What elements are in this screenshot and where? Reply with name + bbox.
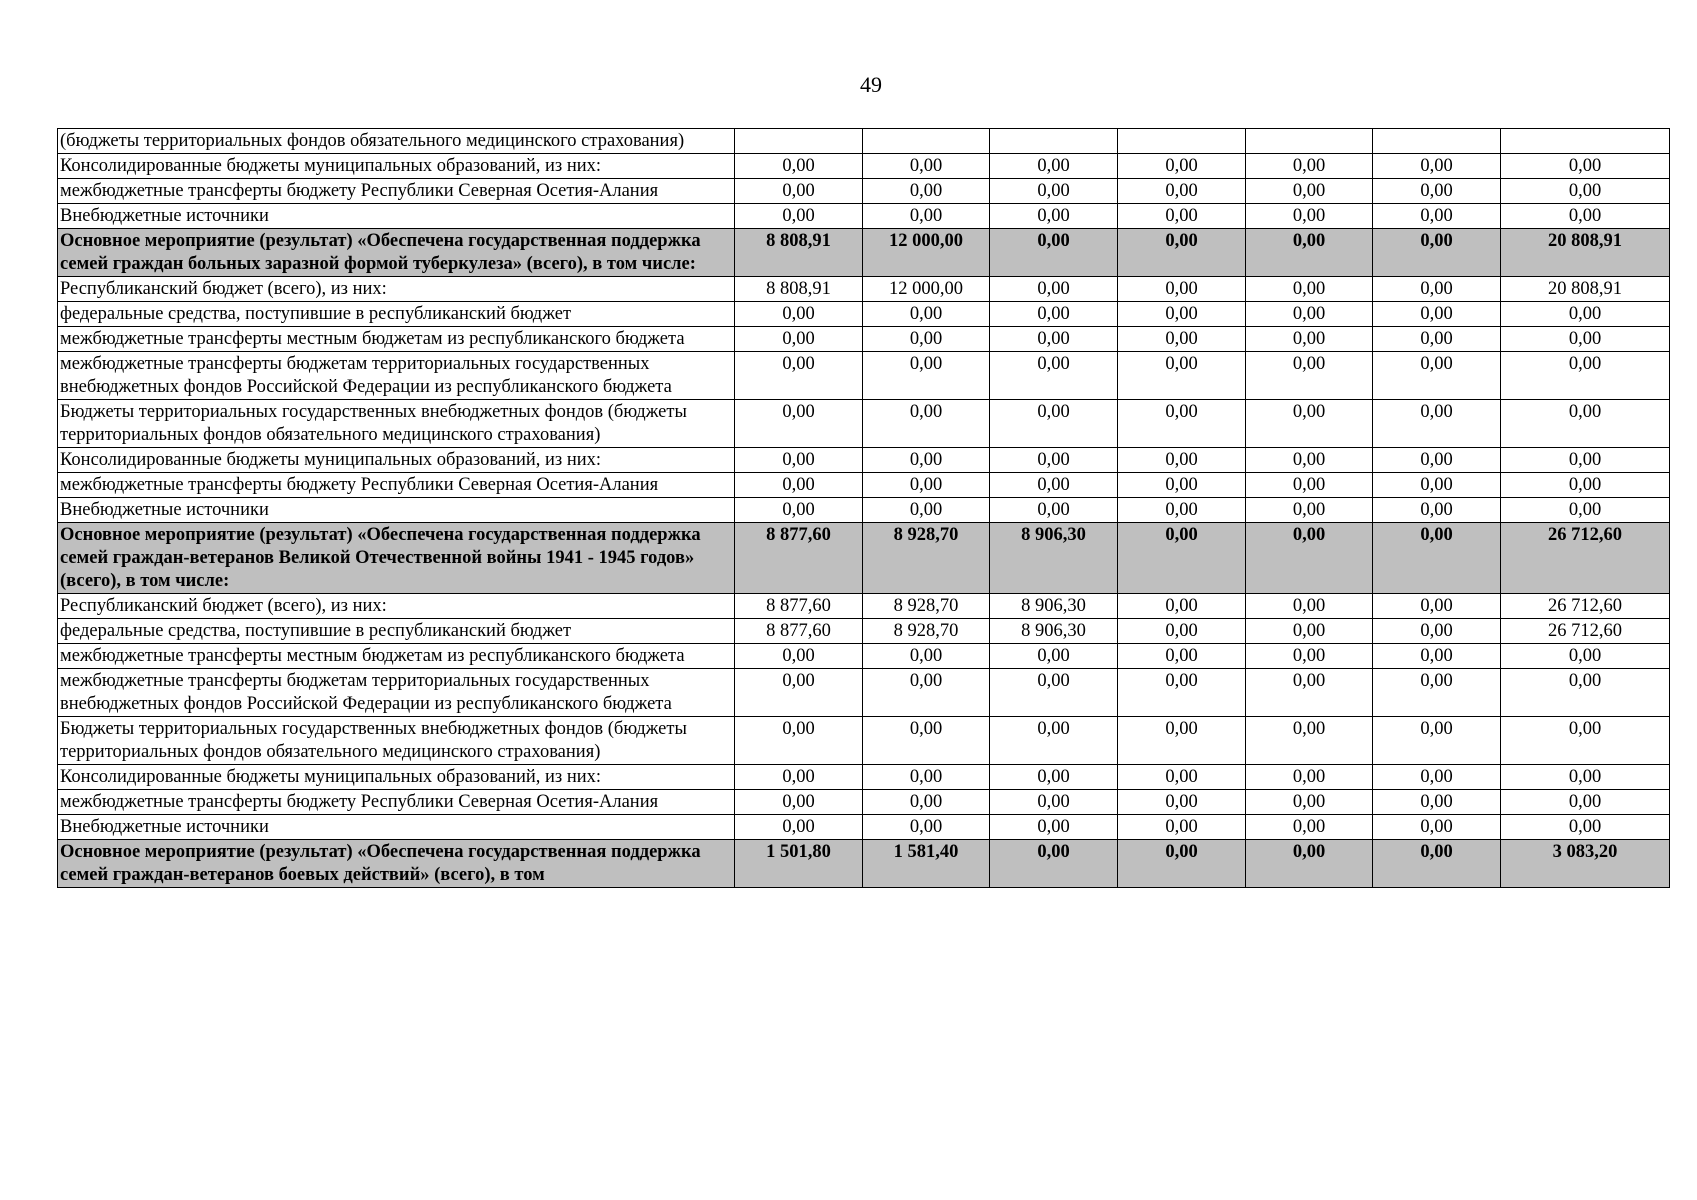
- value-cell: 0,00: [1118, 229, 1246, 277]
- value-cell: 0,00: [735, 400, 863, 448]
- value-cell: 26 712,60: [1501, 594, 1670, 619]
- value-cell: 0,00: [1501, 302, 1670, 327]
- value-cell: 0,00: [863, 448, 990, 473]
- value-cell: 0,00: [1246, 448, 1373, 473]
- value-cell: 0,00: [863, 352, 990, 400]
- value-cell: 0,00: [1118, 790, 1246, 815]
- value-cell: 0,00: [1118, 400, 1246, 448]
- value-cell: 0,00: [1373, 277, 1501, 302]
- row-label: межбюджетные трансферты местным бюджетам из республиканского бюджета: [58, 327, 735, 352]
- value-cell: 0,00: [1118, 523, 1246, 594]
- row-label: Республиканский бюджет (всего), из них:: [58, 594, 735, 619]
- value-cell: 12 000,00: [863, 229, 990, 277]
- activity-row: [58, 840, 1670, 888]
- value-cell: 8 906,30: [990, 619, 1118, 644]
- value-cell: 0,00: [1246, 327, 1373, 352]
- value-cell: 0,00: [1373, 619, 1501, 644]
- value-cell: 0,00: [1246, 594, 1373, 619]
- value-cell: 8 928,70: [863, 594, 990, 619]
- value-cell: 0,00: [863, 765, 990, 790]
- value-cell: 0,00: [1501, 154, 1670, 179]
- value-cell: 0,00: [1246, 790, 1373, 815]
- activity-row: [58, 523, 1670, 594]
- value-cell: 0,00: [1246, 179, 1373, 204]
- value-cell: 0,00: [990, 840, 1118, 888]
- value-cell: [1118, 129, 1246, 154]
- table-row: [58, 594, 1670, 619]
- value-cell: 0,00: [1246, 498, 1373, 523]
- value-cell: 0,00: [1246, 352, 1373, 400]
- row-label: межбюджетные трансферты местным бюджетам из республиканского бюджета: [58, 644, 735, 669]
- value-cell: 0,00: [1501, 204, 1670, 229]
- value-cell: 0,00: [1501, 669, 1670, 717]
- value-cell: 0,00: [1118, 327, 1246, 352]
- value-cell: 0,00: [863, 790, 990, 815]
- row-label: федеральные средства, поступившие в республиканский бюджет: [58, 619, 735, 644]
- value-cell: 0,00: [1246, 229, 1373, 277]
- table-row: [58, 815, 1670, 840]
- value-cell: 0,00: [735, 179, 863, 204]
- value-cell: 0,00: [863, 717, 990, 765]
- value-cell: 0,00: [1118, 448, 1246, 473]
- row-label: Внебюджетные источники: [58, 815, 735, 840]
- value-cell: [735, 129, 863, 154]
- value-cell: 0,00: [1246, 815, 1373, 840]
- value-cell: 0,00: [863, 179, 990, 204]
- value-cell: 0,00: [990, 644, 1118, 669]
- row-label: федеральные средства, поступившие в республиканский бюджет: [58, 302, 735, 327]
- value-cell: 8 928,70: [863, 619, 990, 644]
- value-cell: 0,00: [863, 473, 990, 498]
- value-cell: 0,00: [990, 154, 1118, 179]
- row-label: Внебюджетные источники: [58, 204, 735, 229]
- table-body: [58, 129, 1670, 888]
- value-cell: 0,00: [990, 448, 1118, 473]
- value-cell: 0,00: [1246, 400, 1373, 448]
- value-cell: 1 501,80: [735, 840, 863, 888]
- value-cell: 0,00: [990, 179, 1118, 204]
- value-cell: 0,00: [735, 302, 863, 327]
- value-cell: 0,00: [735, 154, 863, 179]
- value-cell: 0,00: [735, 473, 863, 498]
- value-cell: 0,00: [990, 498, 1118, 523]
- value-cell: 8 808,91: [735, 277, 863, 302]
- table-row: [58, 352, 1670, 400]
- value-cell: 0,00: [1373, 790, 1501, 815]
- value-cell: 0,00: [1118, 473, 1246, 498]
- row-label: Республиканский бюджет (всего), из них:: [58, 277, 735, 302]
- value-cell: 8 906,30: [990, 523, 1118, 594]
- value-cell: 0,00: [735, 717, 863, 765]
- value-cell: 0,00: [735, 448, 863, 473]
- value-cell: 0,00: [990, 765, 1118, 790]
- table-row: [58, 129, 1670, 154]
- value-cell: 0,00: [990, 473, 1118, 498]
- value-cell: 0,00: [735, 644, 863, 669]
- value-cell: 26 712,60: [1501, 619, 1670, 644]
- table-row: [58, 327, 1670, 352]
- value-cell: 0,00: [863, 498, 990, 523]
- value-cell: 0,00: [1373, 594, 1501, 619]
- table-row: [58, 669, 1670, 717]
- value-cell: 0,00: [1373, 229, 1501, 277]
- value-cell: 0,00: [735, 204, 863, 229]
- table-row: [58, 179, 1670, 204]
- value-cell: 0,00: [1118, 765, 1246, 790]
- value-cell: 0,00: [1373, 765, 1501, 790]
- value-cell: 0,00: [1373, 204, 1501, 229]
- value-cell: [1373, 129, 1501, 154]
- value-cell: 0,00: [1373, 448, 1501, 473]
- table-row: [58, 204, 1670, 229]
- value-cell: 0,00: [863, 154, 990, 179]
- value-cell: 0,00: [1501, 815, 1670, 840]
- value-cell: 0,00: [1373, 717, 1501, 765]
- value-cell: 0,00: [1118, 717, 1246, 765]
- row-label: Внебюджетные источники: [58, 498, 735, 523]
- value-cell: 0,00: [1373, 400, 1501, 448]
- value-cell: 0,00: [1246, 154, 1373, 179]
- row-label: межбюджетные трансферты бюджету Республики Северная Осетия-Алания: [58, 473, 735, 498]
- row-label: межбюджетные трансферты бюджету Республики Северная Осетия-Алания: [58, 790, 735, 815]
- value-cell: 0,00: [863, 644, 990, 669]
- value-cell: 0,00: [1373, 815, 1501, 840]
- value-cell: 0,00: [1373, 644, 1501, 669]
- table-row: [58, 644, 1670, 669]
- value-cell: 0,00: [1118, 154, 1246, 179]
- value-cell: 8 808,91: [735, 229, 863, 277]
- value-cell: 0,00: [1118, 594, 1246, 619]
- value-cell: 8 928,70: [863, 523, 990, 594]
- value-cell: 0,00: [1246, 644, 1373, 669]
- value-cell: 8 877,60: [735, 594, 863, 619]
- value-cell: 0,00: [1118, 840, 1246, 888]
- row-label: межбюджетные трансферты бюджету Республики Северная Осетия-Алания: [58, 179, 735, 204]
- value-cell: 0,00: [1118, 302, 1246, 327]
- value-cell: 0,00: [990, 327, 1118, 352]
- table-row: [58, 717, 1670, 765]
- value-cell: [990, 129, 1118, 154]
- value-cell: 0,00: [735, 352, 863, 400]
- value-cell: [863, 129, 990, 154]
- value-cell: 0,00: [1501, 790, 1670, 815]
- table-row: [58, 302, 1670, 327]
- value-cell: 0,00: [990, 717, 1118, 765]
- value-cell: 20 808,91: [1501, 277, 1670, 302]
- row-label: Бюджеты территориальных государственных внебюджетных фондов (бюджеты территориальных фондов обязательного медицинского страхования): [58, 400, 735, 448]
- value-cell: 0,00: [1501, 352, 1670, 400]
- value-cell: 0,00: [1373, 473, 1501, 498]
- value-cell: 0,00: [735, 815, 863, 840]
- value-cell: 0,00: [1501, 717, 1670, 765]
- row-label: Основное мероприятие (результат) «Обеспечена государственная поддержка семей граждан больных заразной формой туберкулеза» (всего), в том числе:: [58, 229, 735, 277]
- row-label: Бюджеты территориальных государственных внебюджетных фондов (бюджеты территориальных фондов обязательного медицинского страхования): [58, 717, 735, 765]
- value-cell: 0,00: [990, 277, 1118, 302]
- table-row: [58, 473, 1670, 498]
- page-number: 49: [860, 72, 882, 97]
- value-cell: 0,00: [735, 790, 863, 815]
- value-cell: 0,00: [1501, 448, 1670, 473]
- row-label: Основное мероприятие (результат) «Обеспечена государственная поддержка семей граждан-ветеранов боевых действий» (всего), в том: [58, 840, 735, 888]
- table-row: [58, 400, 1670, 448]
- value-cell: 0,00: [735, 327, 863, 352]
- value-cell: 0,00: [1373, 179, 1501, 204]
- value-cell: 0,00: [990, 669, 1118, 717]
- table-row: [58, 277, 1670, 302]
- value-cell: 0,00: [863, 669, 990, 717]
- value-cell: 0,00: [1246, 669, 1373, 717]
- value-cell: 0,00: [990, 815, 1118, 840]
- value-cell: 0,00: [1246, 765, 1373, 790]
- value-cell: 0,00: [1373, 669, 1501, 717]
- table-row: [58, 619, 1670, 644]
- value-cell: 0,00: [1246, 840, 1373, 888]
- value-cell: 0,00: [735, 765, 863, 790]
- row-label: (бюджеты территориальных фондов обязательного медицинского страхования): [58, 129, 735, 154]
- value-cell: 0,00: [735, 669, 863, 717]
- value-cell: 0,00: [1246, 473, 1373, 498]
- value-cell: 0,00: [1118, 179, 1246, 204]
- value-cell: 0,00: [863, 400, 990, 448]
- value-cell: 0,00: [1501, 473, 1670, 498]
- value-cell: 0,00: [1501, 644, 1670, 669]
- value-cell: 0,00: [1246, 619, 1373, 644]
- row-label: Консолидированные бюджеты муниципальных образований, из них:: [58, 154, 735, 179]
- value-cell: 0,00: [990, 400, 1118, 448]
- value-cell: 0,00: [735, 498, 863, 523]
- value-cell: 26 712,60: [1501, 523, 1670, 594]
- value-cell: 0,00: [863, 327, 990, 352]
- value-cell: 20 808,91: [1501, 229, 1670, 277]
- table-row: [58, 154, 1670, 179]
- value-cell: [1501, 129, 1670, 154]
- value-cell: 0,00: [1246, 302, 1373, 327]
- value-cell: 0,00: [1118, 498, 1246, 523]
- budget-table: [57, 128, 1670, 888]
- value-cell: 0,00: [1373, 498, 1501, 523]
- value-cell: 0,00: [1118, 644, 1246, 669]
- value-cell: 0,00: [1118, 669, 1246, 717]
- value-cell: 0,00: [863, 815, 990, 840]
- value-cell: 0,00: [1373, 327, 1501, 352]
- value-cell: 0,00: [1118, 277, 1246, 302]
- value-cell: 0,00: [990, 229, 1118, 277]
- value-cell: 3 083,20: [1501, 840, 1670, 888]
- value-cell: 0,00: [1501, 498, 1670, 523]
- table-row: [58, 448, 1670, 473]
- row-label: межбюджетные трансферты бюджетам территориальных государственных внебюджетных фондов Российской Федерации из республиканского бюджета: [58, 669, 735, 717]
- value-cell: 8 906,30: [990, 594, 1118, 619]
- table-row: [58, 765, 1670, 790]
- value-cell: 0,00: [1373, 154, 1501, 179]
- value-cell: 0,00: [990, 352, 1118, 400]
- value-cell: 0,00: [990, 204, 1118, 229]
- value-cell: 0,00: [1246, 717, 1373, 765]
- value-cell: 0,00: [1118, 204, 1246, 229]
- activity-row: [58, 229, 1670, 277]
- value-cell: 0,00: [990, 302, 1118, 327]
- value-cell: 0,00: [863, 302, 990, 327]
- row-label: межбюджетные трансферты бюджетам территориальных государственных внебюджетных фондов Российской Федерации из республиканского бюджета: [58, 352, 735, 400]
- row-label: Консолидированные бюджеты муниципальных образований, из них:: [58, 448, 735, 473]
- value-cell: 0,00: [1501, 400, 1670, 448]
- value-cell: 0,00: [1373, 523, 1501, 594]
- value-cell: 12 000,00: [863, 277, 990, 302]
- row-label: Консолидированные бюджеты муниципальных образований, из них:: [58, 765, 735, 790]
- value-cell: 0,00: [1373, 352, 1501, 400]
- value-cell: 0,00: [1118, 815, 1246, 840]
- value-cell: 0,00: [1118, 352, 1246, 400]
- table-row: [58, 498, 1670, 523]
- value-cell: 0,00: [1501, 327, 1670, 352]
- row-label: Основное мероприятие (результат) «Обеспечена государственная поддержка семей граждан-ветеранов Великой Отечественной войны 1941 - 1945 годов» (всего), в том числе:: [58, 523, 735, 594]
- value-cell: [1246, 129, 1373, 154]
- value-cell: 0,00: [1246, 523, 1373, 594]
- value-cell: 0,00: [1118, 619, 1246, 644]
- value-cell: 0,00: [1501, 179, 1670, 204]
- value-cell: 0,00: [1246, 204, 1373, 229]
- value-cell: 0,00: [1373, 840, 1501, 888]
- value-cell: 0,00: [990, 790, 1118, 815]
- value-cell: 8 877,60: [735, 523, 863, 594]
- value-cell: 0,00: [1501, 765, 1670, 790]
- value-cell: 0,00: [863, 204, 990, 229]
- value-cell: 0,00: [1246, 277, 1373, 302]
- value-cell: 1 581,40: [863, 840, 990, 888]
- table-row: [58, 790, 1670, 815]
- value-cell: 0,00: [1373, 302, 1501, 327]
- value-cell: 8 877,60: [735, 619, 863, 644]
